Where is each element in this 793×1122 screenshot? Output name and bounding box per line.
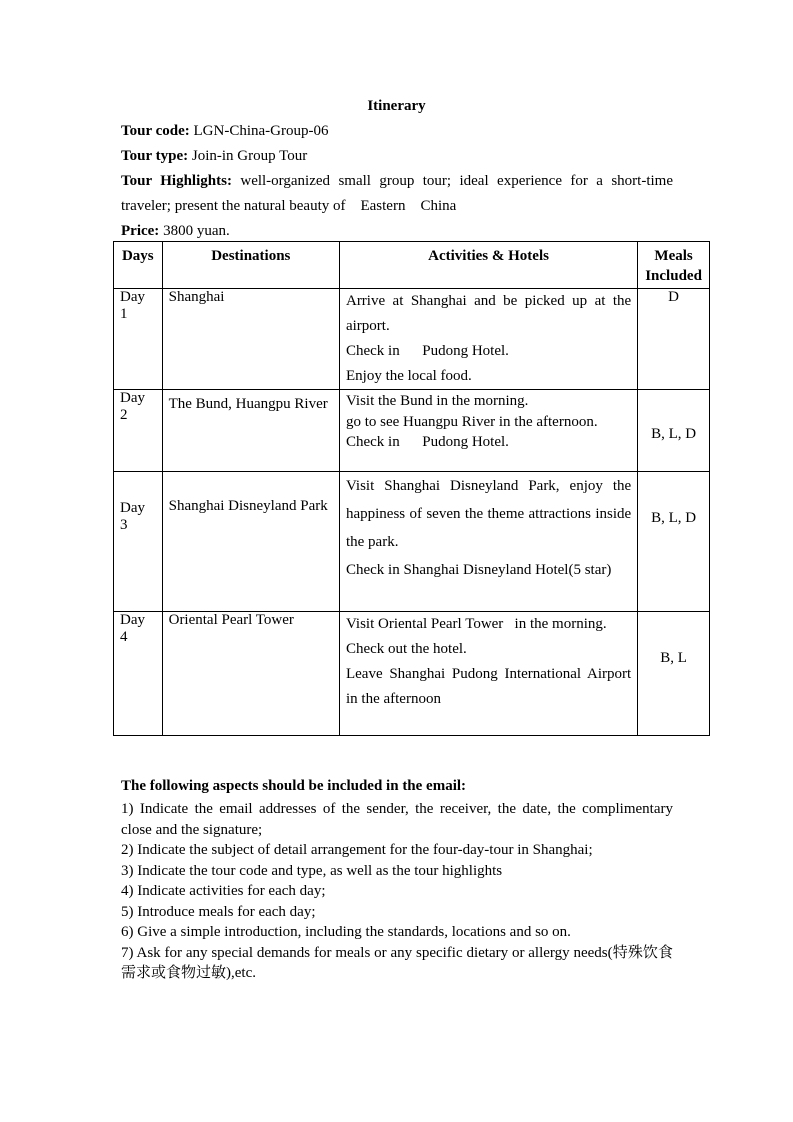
tour-highlights-label: Tour Highlights:	[121, 173, 232, 189]
meals-cell: B, L, D	[638, 390, 710, 472]
activity-line: Leave Shanghai Pudong International Airport in the afternoon	[345, 666, 632, 707]
header-activities: Activities & Hotels	[339, 242, 637, 289]
header-days: Days	[114, 242, 163, 289]
requirement-item: 5) Introduce meals for each day;	[121, 903, 316, 920]
destination-cell: Shanghai	[162, 289, 339, 390]
header-meals: Meals Included	[638, 242, 710, 289]
tour-type-line	[121, 144, 673, 169]
day-cell: Day 1	[114, 289, 163, 390]
requirements-heading: The following aspects should be included in the email:	[121, 778, 467, 794]
requirement-item: 4) Indicate activities for each day;	[121, 883, 326, 899]
destination-cell: The Bund, Huangpu River	[162, 390, 339, 472]
requirement-item: 7) Ask for any special demands for meals or any specific dietary or allergy needs(特殊饮食需求或食物过敏),etc.	[121, 944, 673, 981]
table-row	[114, 390, 710, 472]
page-title: Itinerary	[367, 98, 426, 114]
activity-line: Visit Shanghai Disneyland Park, enjoy the happiness of seven the theme attractions inside the park.	[345, 478, 632, 550]
table-row	[114, 289, 710, 390]
price-label: Price:	[121, 223, 160, 239]
requirement-item: 3) Indicate the tour code and type, as well as the tour highlights	[121, 862, 503, 879]
destination-cell: Oriental Pearl Tower	[162, 612, 339, 736]
tour-type-label: Tour type:	[121, 148, 189, 164]
activities-cell	[339, 289, 637, 390]
activity-line: Enjoy the local food.	[345, 368, 472, 384]
activity-line: go to see Huangpu River in the afternoon.	[345, 413, 598, 430]
activity-line: Arrive at Shanghai and be picked up at the airport.	[345, 293, 632, 334]
requirement-item: 1) Indicate the email addresses of the sender, the receiver, the date, the complimentary close and the signature;	[121, 801, 673, 838]
tour-code-label: Tour code:	[121, 123, 190, 139]
requirement-item: 6) Give a simple introduction, including the standards, locations and so on.	[121, 924, 571, 940]
table-header-row	[114, 242, 710, 289]
header-destinations: Destinations	[162, 242, 339, 289]
activities-cell	[339, 472, 637, 612]
activity-line: Visit the Bund in the morning.	[345, 393, 529, 409]
activity-line: Visit Oriental Pearl Tower in the morning.	[345, 616, 607, 632]
destination-cell: Shanghai Disneyland Park	[162, 472, 339, 612]
day-cell: Day 2	[114, 390, 163, 472]
tour-code-value: LGN-China-Group-06	[189, 123, 329, 139]
activity-line: Check out the hotel.	[345, 641, 467, 657]
requirements-list	[121, 799, 673, 984]
table-row	[114, 612, 710, 736]
meals-cell: D	[638, 289, 710, 390]
day-cell: Day 3	[114, 472, 163, 612]
tour-highlights-line	[121, 169, 677, 219]
tour-highlights-value: well-organized small group tour; ideal experience for a short-time traveler; present the natural beauty of Eastern China	[121, 173, 677, 214]
activity-line: Check in Shanghai Disneyland Hotel(5 star)	[345, 562, 612, 578]
meals-cell: B, L	[638, 612, 710, 736]
tour-code-line	[121, 119, 673, 144]
price-value: 3800 yuan.	[159, 223, 230, 239]
tour-type-value: Join-in Group Tour	[188, 148, 308, 164]
activities-cell	[339, 612, 637, 736]
itinerary-table	[113, 241, 710, 736]
activity-line: Check in Pudong Hotel.	[345, 434, 509, 450]
table-row	[114, 472, 710, 612]
activities-cell	[339, 390, 637, 472]
meals-cell: B, L, D	[638, 472, 710, 612]
requirement-item: 2) Indicate the subject of detail arrangement for the four-day-tour in Shanghai;	[121, 842, 593, 858]
day-cell: Day 4	[114, 612, 163, 736]
activity-line: Check in Pudong Hotel.	[345, 343, 509, 359]
